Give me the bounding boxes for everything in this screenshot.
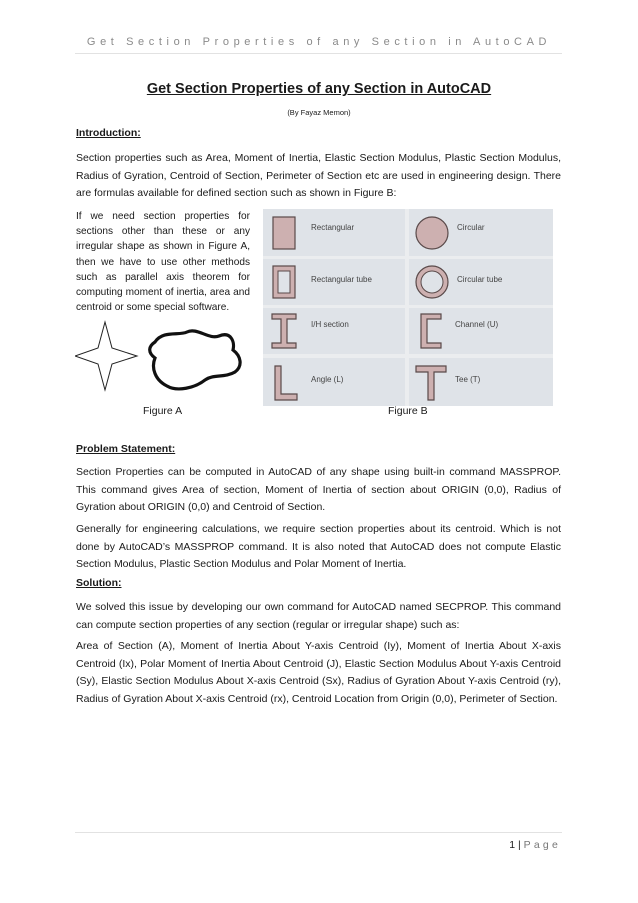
irregular-blob-shape [150, 331, 240, 389]
rectangular-tube-label: Rectangular tube [311, 275, 372, 284]
figure-b-standard-sections [263, 209, 553, 406]
introduction-paragraph: Section properties such as Area, Moment of Inertia, Elastic Section Modulus, Plastic Section Modulus, Radius of Gyration, Centroid of Section, Perimeter of Section etc are used in engineering design. There are formulas available for defined section such as shown in Figure B: [76, 152, 561, 200]
cell-circular-tube [409, 259, 553, 305]
four-point-star-shape [75, 322, 137, 390]
ih-section-label: I/H section [311, 320, 349, 329]
angle-section-icon [269, 364, 301, 402]
cell-rectangular-tube [263, 259, 405, 305]
rectangular-tube-icon [269, 264, 301, 300]
problem-paragraph-1: Section Properties can be computed in AutoCAD of any shape using built-in command MASSPROP. This command gives Area of section, Moment of Inertia of section about ORIGIN (0,0), Radius of Gyration about ORIGIN (0,0) and Centroid of Section. [76, 466, 561, 514]
cell-angle [263, 358, 405, 406]
channel-section-icon [415, 312, 447, 350]
rectangular-section-icon [269, 215, 301, 251]
cell-circular [409, 209, 553, 256]
problem-paragraph-2: Generally for engineering calculations, we require section properties about its centroid. Which is not done by AutoCAD’s MASSPROP command. It is also noted that AutoCAD does not compute Elastic Section Modulus, Plastic Section Modulus and Polar Moment of Inertia. [76, 523, 561, 571]
angle-label: Angle (L) [311, 375, 344, 384]
author-byline: (By Fayaz Memon) [287, 108, 351, 117]
solution-paragraph-2: Area of Section (A), Moment of Inertia About Y-axis Centroid (Iy), Moment of Inertia About X-axis Centroid (Ix), Polar Moment of Inertia About Centroid (J), Elastic Section Modulus About Y-axis Centroid (Sy), Elastic Section Modulus About X-axis Centroid (Sx), Radius of Gyration About Y-axis Centroid (ry), Radius of Gyration About X-axis Centroid (rx), Centroid Location from Origin (0,0), Perimeter of Section. [76, 640, 561, 705]
solution-heading: Solution: [76, 577, 122, 589]
circular-tube-icon [413, 263, 451, 301]
channel-label: Channel (U) [455, 320, 499, 329]
cell-channel [409, 308, 553, 354]
irregular-shape-paragraph: If we need section properties for sections other than these or any irregular shape as shown in Figure A, then we have to use other methods such as parallel axis theorem for computing moment of inertia, area and centroid or some special software. [76, 211, 250, 314]
introduction-heading: Introduction: [76, 127, 141, 139]
cell-ih-section [263, 308, 405, 354]
header-divider [75, 53, 562, 54]
cell-tee [409, 358, 553, 406]
tee-label: Tee (T) [455, 375, 481, 384]
document-title: Get Section Properties of any Section in AutoCAD [146, 81, 492, 97]
ih-section-icon [269, 312, 301, 350]
tee-section-icon [413, 364, 449, 402]
problem-statement-heading: Problem Statement: [76, 443, 176, 455]
footer-divider [75, 832, 562, 833]
page-word: Page [523, 839, 561, 851]
cell-rectangular [263, 209, 405, 256]
page-number [509, 839, 561, 851]
running-header: Get Section Properties of any Section in AutoCAD [86, 36, 552, 48]
page-number-separator: | [518, 839, 521, 851]
page-number-value: 1 [509, 839, 516, 851]
solution-paragraph-1: We solved this issue by developing our own command for AutoCAD named SECPROP. This command can compute section properties of any section (regular or irregular shape) such as: [76, 601, 561, 631]
circular-label: Circular [457, 223, 485, 232]
rectangular-label: Rectangular [311, 223, 355, 232]
circular-section-icon [413, 214, 451, 252]
figure-a-irregular-shapes [75, 320, 255, 400]
figure-a-caption: Figure A [143, 405, 183, 417]
circular-tube-label: Circular tube [457, 275, 503, 284]
figure-b-caption: Figure B [388, 405, 428, 417]
